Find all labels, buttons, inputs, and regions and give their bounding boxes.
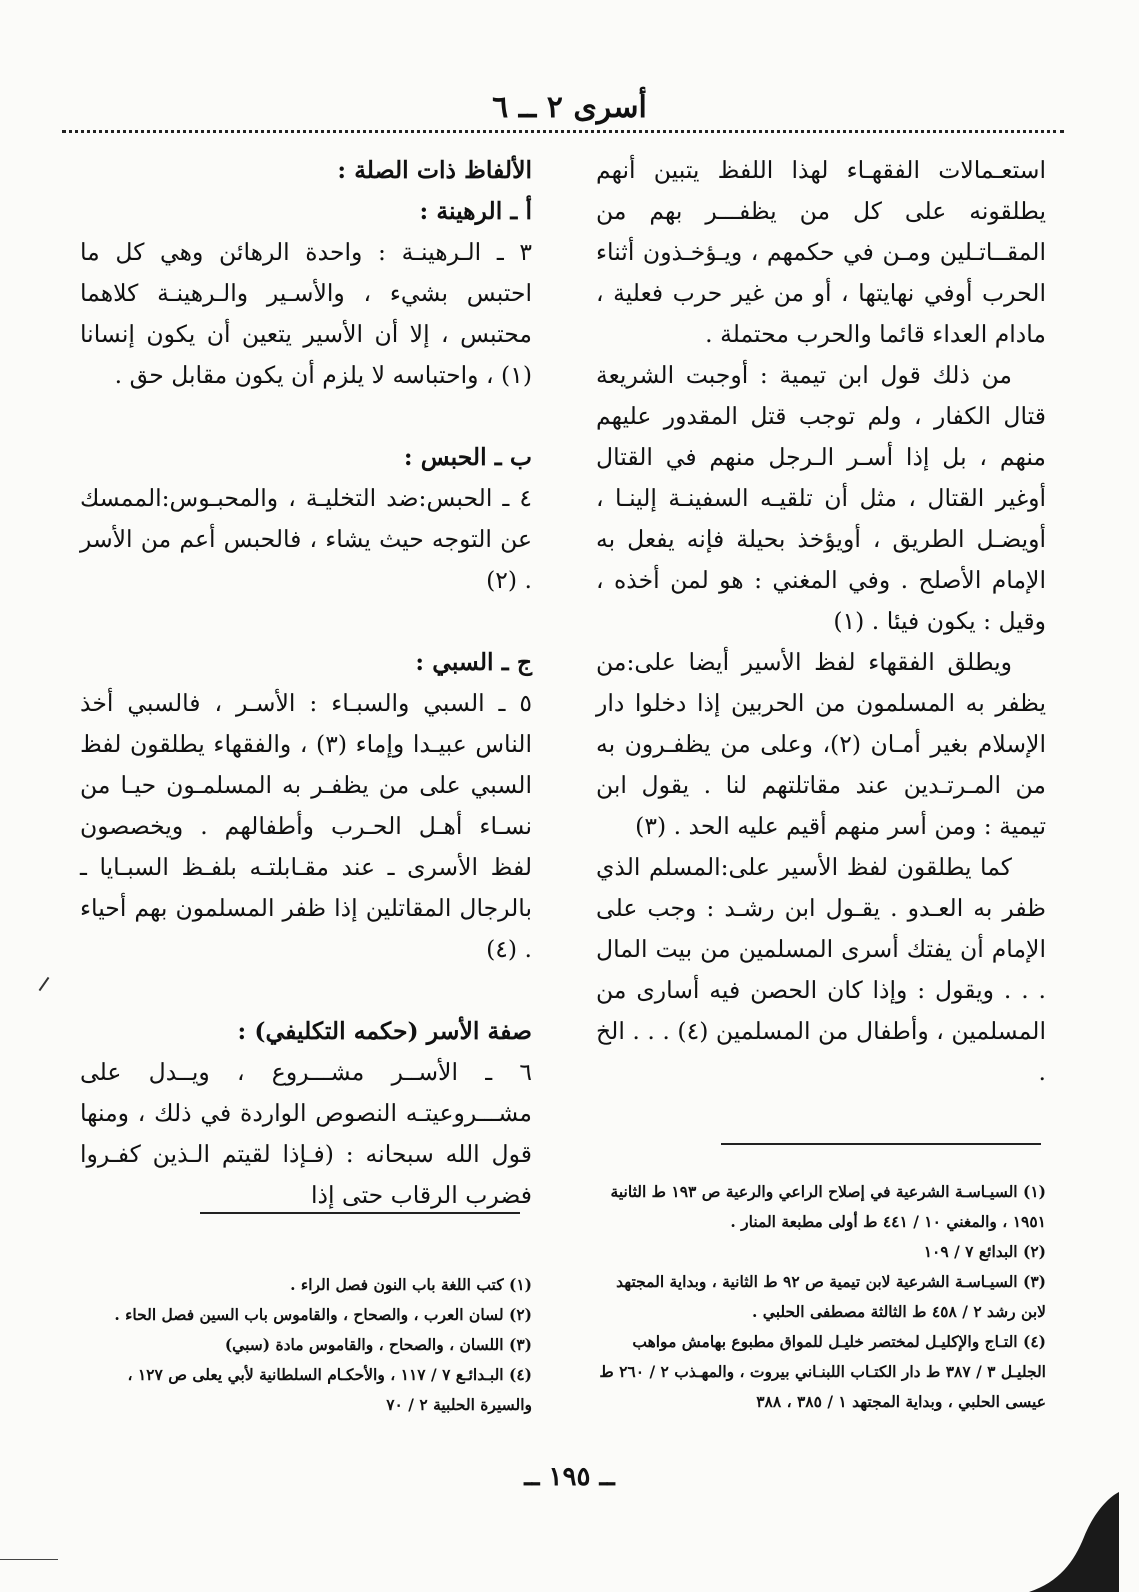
right-footnotes	[596, 1177, 1046, 1417]
margin-mark	[39, 977, 50, 991]
spacer	[80, 396, 532, 437]
footnote: (١) كتب اللغة باب النون فصل الراء .	[290, 1275, 532, 1294]
left-footnotes	[80, 1270, 532, 1420]
footnote: (٤) البـدائـع ٧ / ١١٧ ، والأحكـام السلطانية لأبي يعلى ص ١٢٧ ، والسيرة الحلبية ٢ / ٧٠	[127, 1365, 532, 1414]
body-paragraph: ٥ ـ السبي والسبـاء : الأسـر ، فالسبي أخذ الناس عبيـدا وإماء (٣) ، والفقهاء يطلقون لفظ السبي على من يظفـر به المسلمـون حيـا من نسـاء أهـل الحـرب وأطفالهم . ويخصصون لفظ الأسرى ـ عند مقـابلتـه بلفـظ السبـايا ـ بالرجال المقاتلين إذا ظفر المسلمون بهم أحياء . (٤)	[80, 689, 532, 963]
section-heading: صفة الأسر (حكمه التكليفي) :	[237, 1017, 532, 1045]
body-paragraph: استعـمالات الفقهـاء لهذا اللفظ يتبين أنهم يطلقونه على كل من يظفـــر بهم من المقــاتـلين ومـن في حكمهم ، ويـؤخـذون أثناء الحرب أوفي نهايتها ، أو من غير حرب فعلية ، مادام العداء قائما والحرب محتملة .	[596, 156, 1046, 348]
right-column	[596, 150, 1046, 1093]
scan-corner-shadow	[1029, 1492, 1119, 1592]
body-paragraph: ويطلق الفقهاء لفظ الأسير أيضا على:من يظفر به المسلمون من الحربين إذا دخلوا دار الإسلام بغير أمـان (٢)، وعلى من يظفـرون به من المـرتـدين عند مقاتلتهم لنا . يقول ابن تيمية : ومن أسر منهم أقيم عليه الحد . (٣)	[596, 648, 1046, 840]
page-number: ــ ١٩٥ ــ	[524, 1462, 615, 1492]
body-paragraph: ٦ ـ الأســر مشـــروع ، ويــدل على مشـــروعيتـه النصوص الواردة في ذلك ، ومنها قول الله سبحانه : (فـإذا لقيتم الـذين كفـروا فضرب الرقاب حتى إذا	[80, 1058, 532, 1209]
header-dotted-divider	[62, 130, 1064, 133]
body-paragraph: كما يطلقون لفظ الأسير على:المسلم الذي ظفر به العـدو . يقـول ابن رشـد : وجب على الإمام أن يفتك أسرى المسلمين من بيت المال . . . ويقول : وإذا كان الحصن فيه أسارى من المسلمين ، وأطفال من المسلمين (٤) . . . الخ .	[596, 853, 1047, 1086]
footnote: (١) السيـاسـة الشرعية في إصلاح الراعي والرعية ص ١٩٣ ط الثانية ١٩٥١ ، والمغني ١٠ / ٤٤١ ط أولى مطبعة المنار .	[610, 1182, 1046, 1231]
body-paragraph: ٤ ـ الحبس:ضد التخليـة ، والمحبـوس:الممسك عن التوجه حيث يشاء ، فالحبس أعم من الأسر . (٢)	[80, 484, 532, 594]
footnote: (٤) التـاج والإكليـل لمختصر خليـل للمواق مطبوع بهامش مواهب الجليـل ٣ / ٣٨٧ ط دار الكتـاب اللبنـاني بيروت ، والمهـذب ٢ / ٢٦٠ ط عيسى الحلبي ، وبداية المجتهد ١ / ٣٨٥ ، ٣٨٨	[599, 1332, 1046, 1411]
body-paragraph: من ذلك قول ابن تيمية : أوجبت الشريعة قتال الكفار ، ولم توجب قتل المقدور عليهم منهم ، بل إذا أسـر الـرجل منهم في القتال أوغير القتال ، مثل أن تلقيـه السفينـة إلينـا ، أويضـل الطريق ، أويؤخذ بحيلة فإنه يفعل به الإمام الأصلح . وفي المغني : هو لمن أخذه ، وقيل : يكون فيئا . (١)	[596, 361, 1046, 635]
subsection-heading: أ ـ الرهينة :	[419, 197, 532, 225]
subsection-heading: ج ـ السبي :	[415, 648, 532, 676]
spacer	[80, 970, 532, 1011]
body-paragraph: ٣ ـ الـرهينـة : واحدة الرهائن وهي كل ما احتبس بشيء ، والأسـير والـرهينـة كلاهما محتبس ، إلا أن الأسير يتعين أن يكون إنسانا (١) ، واحتباسه لا يلزم أن يكون مقابل حق .	[80, 238, 532, 389]
spacer	[80, 601, 532, 642]
footnote-separator	[721, 1143, 1041, 1145]
left-column	[80, 150, 532, 1216]
footnote: (٢) لسان العرب ، والصحاح ، والقاموس باب السين فصل الحاء .	[114, 1305, 532, 1324]
footnote: (٣) السيـاسـة الشرعية لابن تيمية ص ٩٢ ط الثانية ، وبداية المجتهد لابن رشد ٢ / ٤٥٨ ط الثالثة مصطفى الحلبي .	[616, 1272, 1046, 1321]
footnote-separator	[200, 1212, 520, 1214]
subsection-heading: ب ـ الحبس :	[403, 443, 532, 471]
scan-edge-line	[0, 1559, 58, 1560]
footnote: (٣) اللسان ، والصحاح ، والقاموس مادة (سبي)	[224, 1335, 532, 1354]
section-heading: الألفاظ ذات الصلة :	[337, 156, 532, 184]
footnote: (٢) البدائع ٧ / ١٠٩	[923, 1242, 1046, 1261]
page-header-title: أسرى ٢ ــ ٦	[492, 90, 647, 125]
